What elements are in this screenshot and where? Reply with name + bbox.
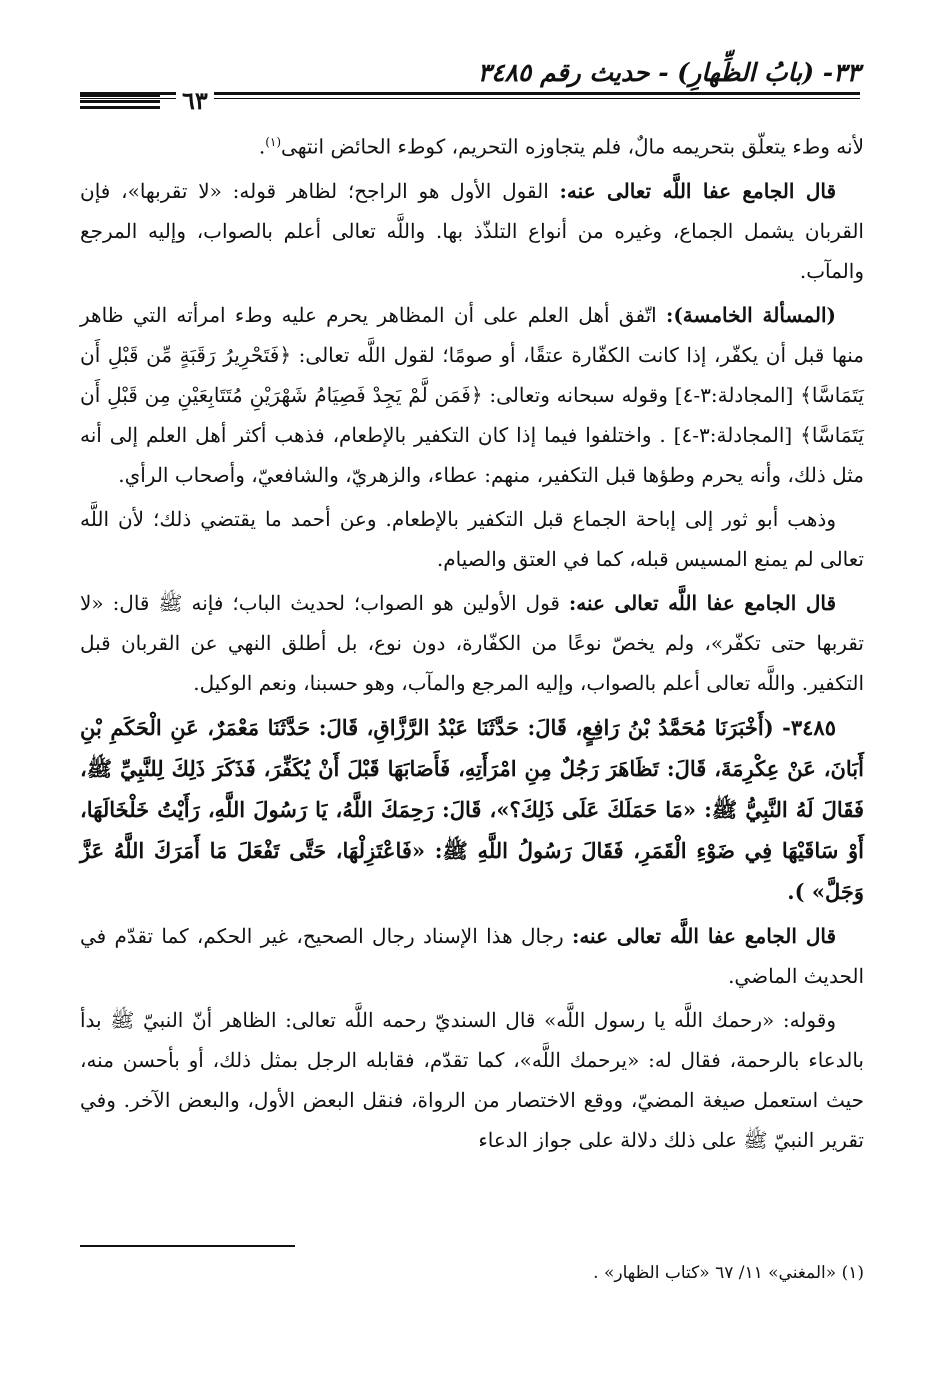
footnote: (١) «المغني» ١١/ ٦٧ «كتاب الظهار» .	[593, 1263, 864, 1283]
paragraph-3	[80, 295, 864, 495]
paragraph-lead: قال الجامع عفا اللَّه تعالى عنه:	[571, 923, 836, 948]
page-number-block	[80, 80, 280, 120]
paragraph-lead: قال الجامع عفا اللَّه تعالى عنه:	[568, 590, 836, 615]
paragraph-lead: (المسألة الخامسة):	[665, 302, 836, 327]
paragraph-2	[80, 171, 864, 291]
paragraph-lead: قال الجامع عفا اللَّه تعالى عنه:	[559, 178, 837, 203]
paragraph-8	[80, 1000, 864, 1160]
paragraph-text: وقوله: «رحمك اللَّه يا رسول اللَّه» قال السنديّ رحمه اللَّه تعالى: الظاهر أنّ النبيّ ﷺ بدأ بالدعاء بالرحمة، فقال له: «يرحمك اللَّه»، كما تقدّم، فقابله الرجل بمثل ذلك، أو بأحسن منه، حيث استعمل صيغة المضيّ، ووقع الاختصار من الرواة، فنقل البعض الأول، والبعض الآخر. وفي تقرير النبيّ ﷺ على ذلك دلالة على جواز الدعاء	[80, 1007, 864, 1152]
footnote-marker: (١)	[265, 135, 282, 149]
hadith-3485	[80, 707, 864, 912]
footnote-rule	[80, 1245, 295, 1247]
paragraph-text: قول الأولين هو الصواب؛ لحديث الباب؛ فإنه ﷺ قال: «لا تقربها حتى تكفّر»، ولم يخصّ نوعًا من الكفّارة، دون نوع، بل أطلق النهي عن القربان قبل التكفير. واللَّه تعالى أعلم بالصواب، وإليه المرجع والمآب، وهو حسبنا، ونعم الوكيل.	[80, 590, 864, 695]
paragraph-1	[80, 122, 864, 167]
paragraph-text: رجال هذا الإسناد رجال الصحيح، غير الحكم، كما تقدّم في الحديث الماضي.	[80, 923, 864, 988]
paragraph-text: القول الأول هو الراجح؛ لظاهر قوله: «لا تقربها»، فإن القربان يشمل الجماع، وغيره من أنواع التلذّذ بها. واللَّه تعالى أعلم بالصواب، وإليه المرجع والمآب.	[80, 178, 864, 283]
hadith-text: ٣٤٨٥- (أَخْبَرَنَا مُحَمَّدُ بْنُ رَافِعٍ، قَالَ: حَدَّثَنَا عَبْدُ الرَّزَّاقِ، قَالَ: حَدَّثَنَا مَعْمَرٌ، عَنِ الْحَكَمِ بْنِ أَبَانَ، عَنْ عِكْرِمَةَ، قَالَ: تَظَاهَرَ رَجُلٌ مِنِ امْرَأَتِهِ، فَأَصَابَهَا قَبْلَ أَنْ يُكَفِّرَ، فَذَكَرَ ذَلِكَ لِلنَّبِيِّ ﷺ، فَقَالَ لَهُ النَّبِيُّ ﷺ: «مَا حَمَلَكَ عَلَى ذَلِكَ؟»، قَالَ: رَحِمَكَ اللَّهُ، يَا رَسُولَ اللَّهِ، رَأَيْتُ خَلْخَالَهَا، أَوْ سَاقَيْهَا فِي ضَوْءِ الْقَمَرِ، فَقَالَ رَسُولُ اللَّهِ ﷺ: «فَاعْتَزِلْهَا، حَتَّى تَفْعَلَ مَا أَمَرَكَ اللَّهُ عَزَّ وَجَلَّ» ).	[80, 714, 864, 904]
paragraph-5	[80, 583, 864, 703]
paragraph-7	[80, 916, 864, 996]
paragraph-text: لأنه وطء يتعلّق بتحريمه مالٌ، فلم يتجاوزه التحريم، كوطء الحائض انتهى	[281, 134, 864, 159]
paragraph-4	[80, 499, 864, 579]
paragraph-tail: .	[258, 134, 266, 159]
paragraph-text: وذهب أبو ثور إلى إباحة الجماع قبل التكفير بالإطعام. وعن أحمد ما يقتضي ذلك؛ لأن اللَّه تعالى لم يمنع المسيس قبله، كما في العتق والصيام.	[80, 506, 864, 571]
chapter-title: ٣٣- (بابُ الظِّهارِ) - حديث رقم ٣٤٨٥	[477, 58, 860, 87]
paragraph-text: اتّفق أهل العلم على أن المظاهر يحرم عليه وطء امرأته التي ظاهر منها قبل أن يكفّر، إذا كانت الكفّارة عتقًا، أو صومًا؛ لقول اللَّه تعالى: ﴿فَتَحْرِيرُ رَقَبَةٍ مِّن قَبْلِ أَن يَتَمَاسَّا﴾ [المجادلة:٣-٤] وقوله سبحانه وتعالى: ﴿فَمَن لَّمْ يَجِدْ فَصِيَامُ شَهْرَيْنِ مُتَتَابِعَيْنِ مِن قَبْلِ أَن يَتَمَاسَّا﴾ [المجادلة:٣-٤] . واختلفوا فيما إذا كان التكفير بالإطعام، فذهب أكثر أهل العلم إلى أنه مثل ذلك، وأنه يحرم وطؤها قبل التكفير، منهم: عطاء، والزهريّ، والشافعيّ، وأصحاب الرأي.	[80, 302, 864, 487]
page-number-rules	[80, 94, 160, 112]
page-body	[80, 122, 864, 1164]
page-number: ٦٣	[176, 86, 214, 115]
